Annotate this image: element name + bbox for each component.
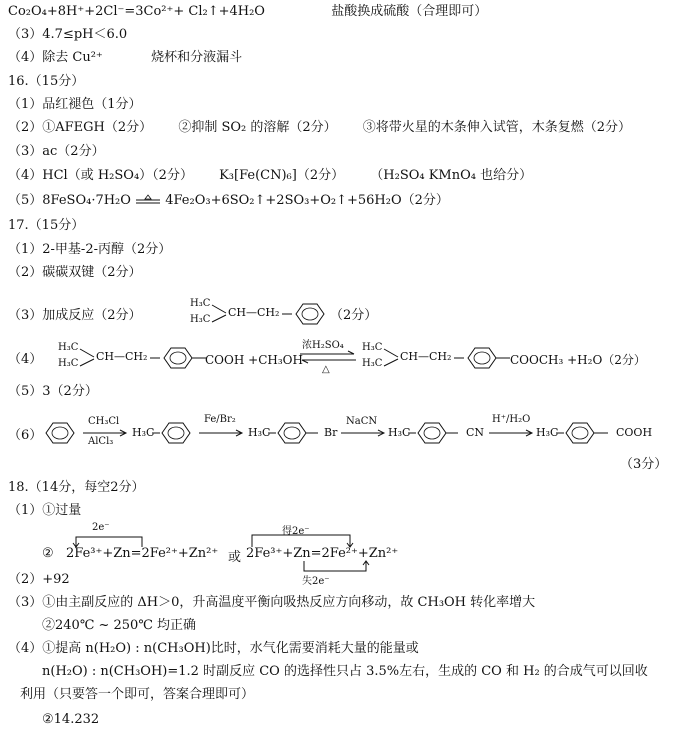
- q15-line-3: （3）4.7≤pH＜6.0: [8, 27, 128, 42]
- or-label: 或: [228, 550, 242, 565]
- q18-line-3a: （3）①由主副反应的 ΔH＞0，升高温度平衡向吸热反应方向移动，故 CH₃OH 转化率增大: [8, 595, 536, 610]
- h3c-label: H₃C: [190, 314, 211, 325]
- q17-3-score: （2分）: [330, 308, 378, 323]
- q17-line-4-label: （4）: [8, 352, 43, 367]
- chain-label: CH—CH₂: [228, 306, 280, 319]
- q18-line-4a: （4）①提高 n(H₂O) : n(CH₃OH)比时，水气化需要消耗大量的能量或: [8, 641, 419, 656]
- q16-line-3: （3）ac（2分）: [8, 144, 105, 159]
- reaction-arrow-icon: [198, 429, 244, 437]
- h3c-label: H₃C: [362, 358, 383, 369]
- q15-2-formula: Co₂O₄+8H⁺+2Cl⁻=3Co²⁺+ Cl₂↑+4H₂O: [8, 4, 265, 19]
- q15-2-note: 盐酸换成硫酸（合理即可）: [331, 4, 488, 19]
- q17-line-6-label: （6）: [8, 428, 43, 443]
- reagent-fe-br2: Fe/Br₂: [204, 414, 236, 425]
- q16-5-products: 4Fe₂O₃+6SO₂↑+2SO₃+O₂↑+56H₂O（2分）: [165, 193, 449, 208]
- q17-4-equilibrium: [298, 336, 358, 380]
- circle-2: ②: [42, 546, 54, 561]
- q16-2-b: ②抑制 SO₂ 的溶解（2分）: [178, 120, 337, 135]
- cyano-label: CN: [466, 426, 485, 439]
- benzene-ring-icon: [556, 420, 614, 446]
- electron-count-label: 2e⁻: [92, 522, 110, 533]
- gain-electrons-label: 得2e⁻: [282, 526, 310, 537]
- q15-line-4: [8, 50, 242, 66]
- q17-line-1: （1）2-甲基-2-丙醇（2分）: [8, 242, 172, 257]
- q18-line-4d: ②14.232: [42, 712, 100, 727]
- q16-4-c: （H₂SO₄ KMnO₄ 也给分）: [370, 168, 533, 183]
- reagent-methyl-chloride: CH₃Cl: [88, 416, 120, 427]
- q17-6-score: （3分）: [620, 457, 668, 472]
- h3c-label: H₃C: [190, 298, 211, 309]
- reaction-arrow-icon: [340, 429, 386, 437]
- q16-4-b: K₃[Fe(CN)₆]（2分）: [219, 168, 345, 183]
- h3c-label: H₃C: [388, 426, 411, 439]
- q16-line-4: [8, 168, 532, 184]
- q15-4-apparatus: 烧杯和分液漏斗: [151, 50, 243, 65]
- q18-line-4b: n(H₂O) : n(CH₃OH)=1.2 时副反应 CO 的选择性只占 3.5%左右，生成的 CO 和 H₂ 的合成气可以回收: [42, 664, 648, 679]
- benzene-ring-icon: [454, 345, 516, 371]
- q18-line-3b: ②240℃ ~ 250℃ 均正确: [42, 618, 197, 633]
- benzene-ring-icon: [150, 345, 212, 371]
- acid-catalyst-label: 浓H₂SO₄: [302, 340, 344, 351]
- q16-2-c: ③将带火星的木条伸入试管，木条复燃（2分）: [362, 120, 632, 135]
- q17-4-product-tail: COOCH₃ +H₂O（2分）: [510, 353, 646, 367]
- h3c-label: H₃C: [248, 426, 271, 439]
- h3c-label: H₃C: [58, 358, 79, 369]
- q16-2-a: （2）①AFEGH（2分）: [8, 120, 153, 135]
- q17-heading: 17.（15分）: [8, 218, 85, 233]
- catalyst-alcl3: AlCl₃: [88, 436, 114, 447]
- q18-line-2: （2）+92: [8, 572, 70, 587]
- heat-equal-sign-icon: [135, 194, 161, 208]
- benzene-ring-icon: [408, 420, 464, 446]
- benzene-ring-icon: [282, 301, 332, 327]
- q17-4-reactant-structure: [58, 340, 208, 376]
- q17-6-route: [44, 412, 684, 452]
- q18-heading: 18.（14分，每空2分）: [8, 480, 145, 495]
- q17-line-3-label: （3）加成反应（2分）: [8, 308, 142, 323]
- chain-label: CH—CH₂: [400, 350, 452, 363]
- q16-4-a: （4）HCl（或 H₂SO₄）（2分）: [8, 168, 193, 183]
- q16-line-5: [8, 193, 449, 209]
- q18-line-4c: 利用（只要答一个即可，答案合理即可）: [20, 687, 255, 702]
- reagent-nacn: NaCN: [346, 416, 378, 427]
- q18-line-1: （1）①过量: [8, 503, 82, 518]
- benzene-ring-icon: [268, 420, 324, 446]
- reaction-arrow-icon: [488, 429, 534, 437]
- q15-line-2: [8, 4, 487, 20]
- q16-line-1: （1）品红褪色（1分）: [8, 97, 142, 112]
- q16-5-reactant: （5）8FeSO₄·7H₂O: [8, 193, 131, 208]
- benzene-ring-icon: [44, 420, 76, 446]
- chain-label: CH—CH₂: [96, 350, 148, 363]
- q16-heading: 16.（15分）: [8, 74, 85, 89]
- reversible-arrow-icon: [298, 350, 358, 364]
- h3c-label: H₃C: [132, 426, 155, 439]
- h3c-label: H₃C: [536, 426, 559, 439]
- q17-line-5: （5）3（2分）: [8, 384, 98, 399]
- heat-label: △: [322, 364, 330, 375]
- reagent-acid-water: H⁺/H₂O: [492, 414, 531, 425]
- carboxyl-label: COOH: [616, 426, 653, 439]
- q17-4-product-structure: [362, 340, 512, 376]
- benzene-ring-icon: [152, 420, 198, 446]
- q15-4-answer: （4）除去 Cu²⁺: [8, 50, 103, 65]
- redox-equation-b: 2Fe³⁺+Zn=2Fe²⁺+Zn²⁺: [246, 546, 399, 561]
- lose-electrons-label: 失2e⁻: [302, 576, 330, 587]
- redox-equation-a: 2Fe³⁺+Zn=2Fe²⁺+Zn²⁺: [66, 546, 219, 561]
- bromo-label: Br: [324, 426, 338, 439]
- q18-electron-transfer: [20, 520, 680, 586]
- q17-line-2: （2）碳碳双键（2分）: [8, 265, 142, 280]
- q16-line-2: [8, 120, 631, 136]
- h3c-label: H₃C: [362, 342, 383, 353]
- q17-4-reactant-tail: COOH +CH₃OH: [205, 353, 303, 367]
- h3c-label: H₃C: [58, 342, 79, 353]
